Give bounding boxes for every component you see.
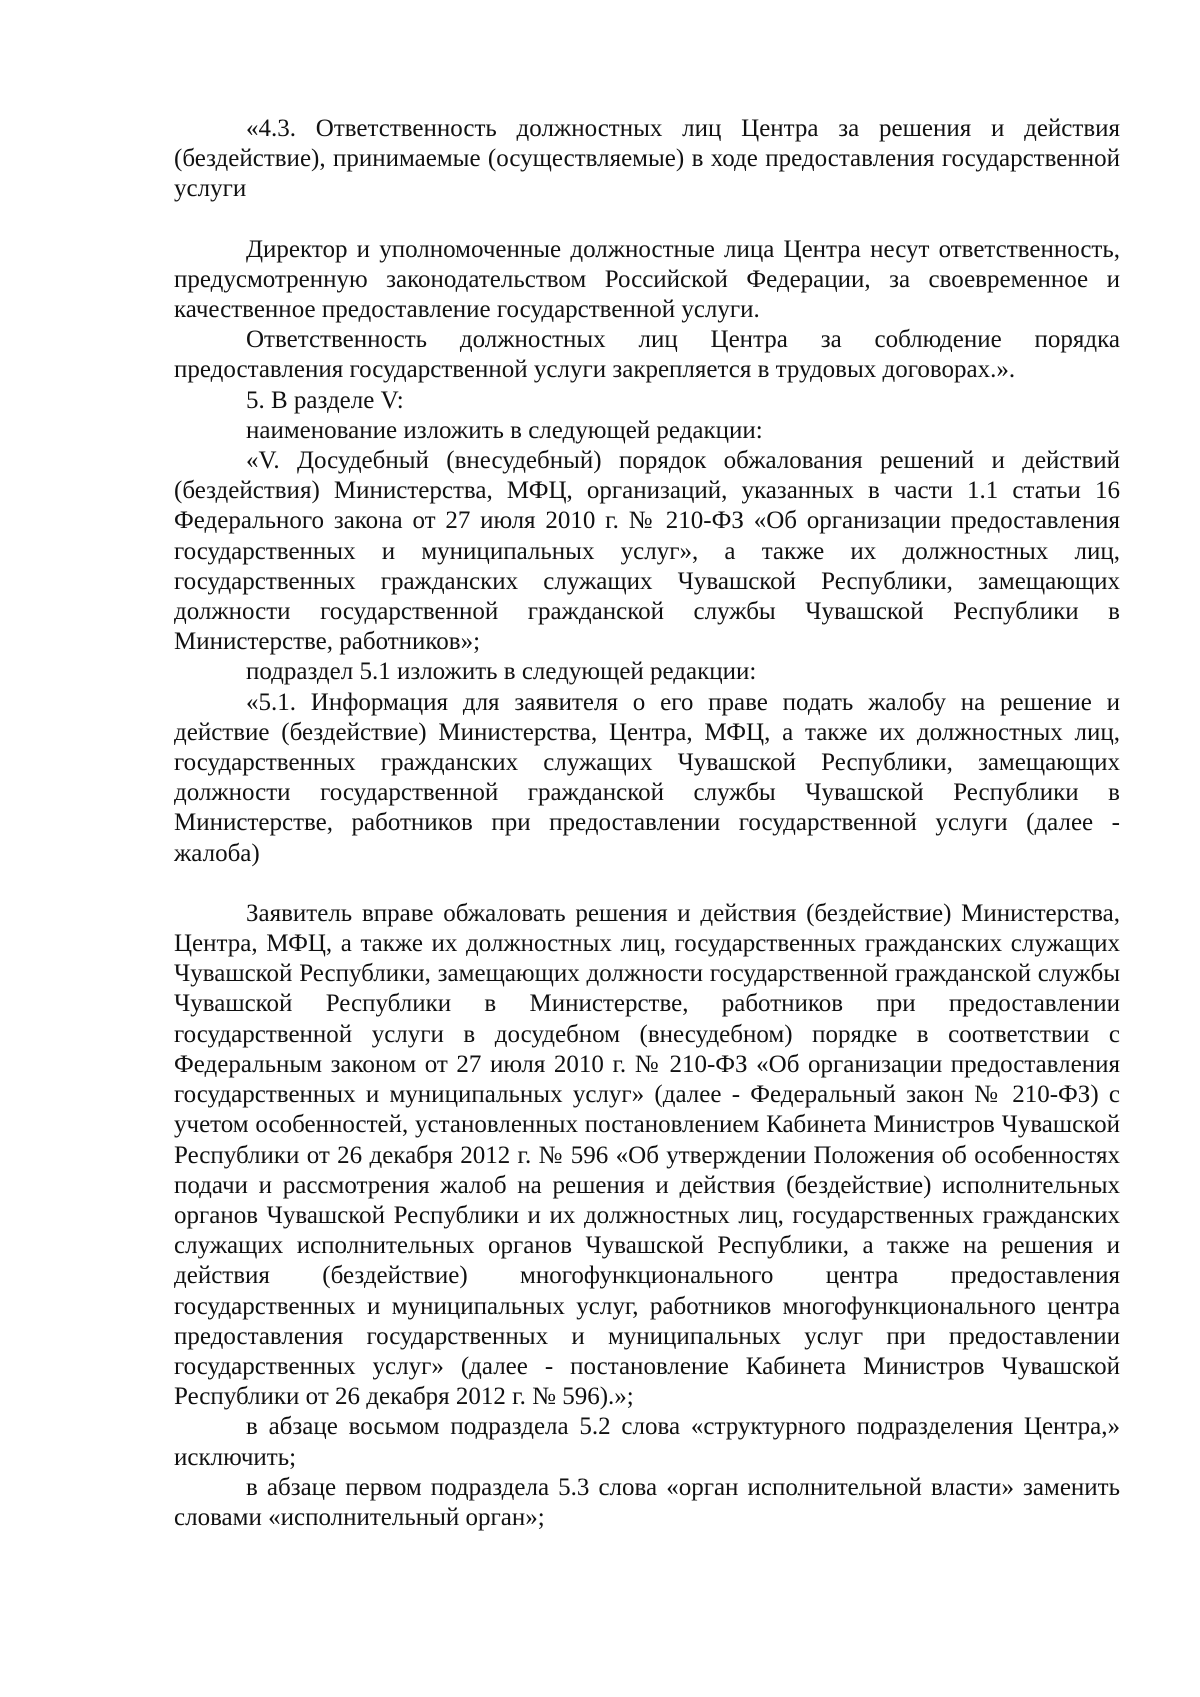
blank-line <box>174 205 1120 235</box>
paragraph-5-3-amendment: в абзаце первом подраздела 5.3 слова «орган исполнительной власти» заменить словами «исполнительный орган»; <box>174 1473 1120 1531</box>
paragraph-title-new-edition: наименование изложить в следующей редакции: <box>246 416 763 444</box>
section-5-1-heading: «5.1. Информация для заявителя о его праве подать жалобу на решение и действие (бездействие) Министерства, Центра, МФЦ, а также их должностных лиц, государственных гражданских служащих Чувашской Республики, замещающих должности государственной гражданской службы Чувашской Республики в Министерстве, работников при предоставлении государственной услуги (далее - жалоба) <box>174 688 1120 867</box>
document-body <box>174 114 1120 1533</box>
paragraph-5-2-amendment: в абзаце восьмом подраздела 5.2 слова «структурного подразделения Центра,» исключить; <box>174 1413 1120 1471</box>
blank-line <box>174 869 1120 899</box>
paragraph-subsection-5-1-intro: подраздел 5.1 изложить в следующей редакции: <box>246 658 757 686</box>
paragraph-responsibility-contracts: Ответственность должностных лиц Центра за соблюдение порядка предоставления государственной услуги закрепляется в трудовых договорах.». <box>174 326 1120 384</box>
paragraph-director-responsibility: Директор и уполномоченные должностные лица Центра несут ответственность, предусмотренную законодательством Российской Федерации, за своевременное и качественное предоставление государственной услуги. <box>174 235 1120 324</box>
section-v-title: «V. Досудебный (внесудебный) порядок обжалования решений и действий (бездействия) Министерства, МФЦ, организаций, указанных в части 1.1 статьи 16 Федерального закона от 27 июля 2010 г. № 210-ФЗ «Об организации предоставления государственных и муниципальных услуг», а также их должностных лиц, государственных гражданских служащих Чувашской Республики, замещающих должности государственной гражданской службы Чувашской Республики в Министерстве, работников»; <box>174 447 1120 656</box>
paragraph-applicant-right: Заявитель вправе обжаловать решения и действия (бездействие) Министерства, Центра, МФЦ, а также их должностных лиц, государственных гражданских служащих Чувашской Республики, замещающих должности государственной гражданской службы Чувашской Республики в Министерстве, работников при предоставлении государственной услуги в досудебном (внесудебном) порядке в соответствии с Федеральным законом от 27 июля 2010 г. № 210-ФЗ «Об организации предоставления государственных и муниципальных услуг» (далее - Федеральный закон № 210-ФЗ) с учетом особенностей, установленных постановлением Кабинета Министров Чувашской Республики от 26 декабря 2012 г. № 596 «Об утверждении Положения об особенностях подачи и рассмотрения жалоб на решения и действия (бездействие) исполнительных органов Чувашской Республики и их должностных лиц, государственных гражданских служащих исполнительных органов Чувашской Республики, а также на решения и действия (бездействие) многофункционального центра предоставления государственных и муниципальных услуг, работников многофункционального центра предоставления государственных и муниципальных услуг при предоставлении государственных услуг» (далее - постановление Кабинета Министров Чувашской Республики от 26 декабря 2012 г. № 596).»; <box>174 899 1120 1411</box>
paragraph-section-5-intro: 5. В разделе V: <box>246 386 404 414</box>
section-4-3-heading: «4.3. Ответственность должностных лиц Центра за решения и действия (бездействие), принимаемые (осуществляемые) в ходе предоставления государственной услуги <box>174 115 1120 203</box>
